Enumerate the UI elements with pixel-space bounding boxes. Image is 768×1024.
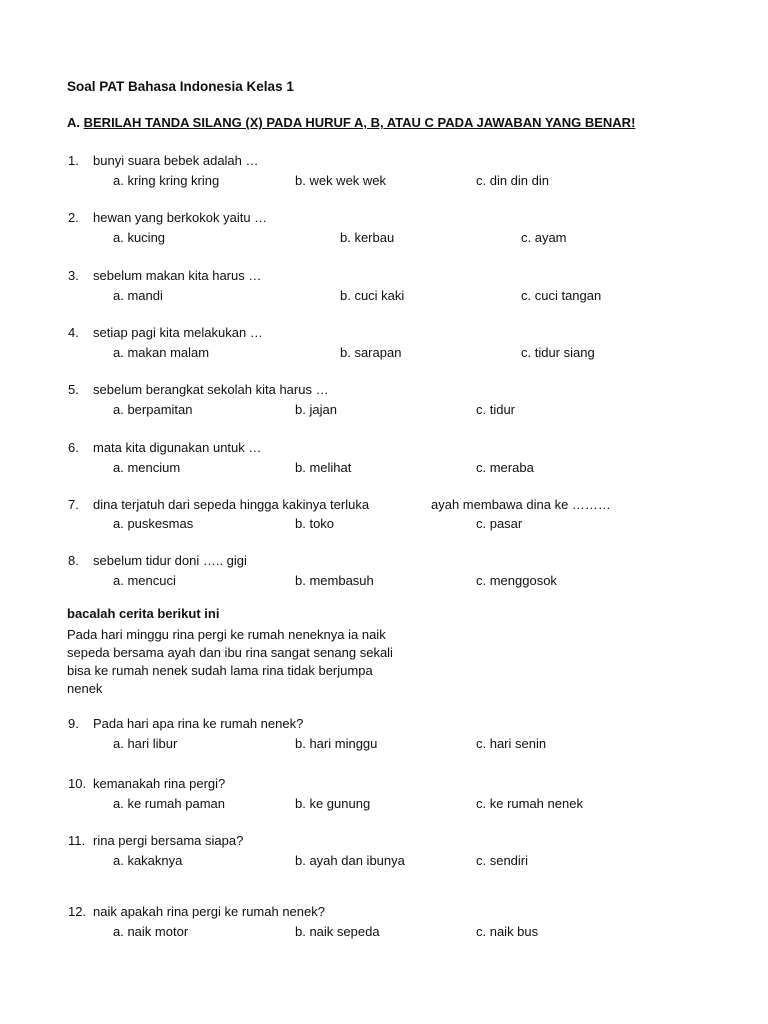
option-a[interactable]: a. hari libur (113, 736, 178, 751)
option-a[interactable]: a. mencium (113, 460, 181, 475)
question-text: sebelum tidur doni ….. gigi (93, 553, 247, 568)
option-c[interactable]: c. ke rumah nenek (476, 796, 583, 811)
story-line: sepeda bersama ayah dan ibu rina sangat senang sekali (67, 645, 393, 660)
question-number: 1. (68, 153, 79, 168)
question-number: 6. (68, 440, 79, 455)
question-number: 12. (68, 904, 87, 919)
question-text: sebelum makan kita harus … (93, 268, 262, 283)
question-number: 8. (68, 553, 79, 568)
option-b[interactable]: b. kerbau (340, 230, 395, 245)
question-text: sebelum berangkat sekolah kita harus … (93, 382, 329, 397)
question-text: kemanakah rina pergi? (93, 776, 226, 791)
question-text-continued: ayah membawa dina ke ……… (431, 497, 611, 512)
option-b[interactable]: b. toko (295, 516, 335, 531)
option-a[interactable]: a. kakaknya (113, 853, 183, 868)
option-a[interactable]: a. kring kring kring (113, 173, 220, 188)
option-a[interactable]: a. makan malam (113, 345, 210, 360)
option-a[interactable]: a. puskesmas (113, 516, 194, 531)
question-text: Pada hari apa rina ke rumah nenek? (93, 716, 304, 731)
option-c[interactable]: c. tidur (476, 402, 516, 417)
question-text: bunyi suara bebek adalah … (93, 153, 259, 168)
option-b[interactable]: b. melihat (295, 460, 352, 475)
question-number: 9. (68, 716, 79, 731)
option-a[interactable]: a. kucing (113, 230, 166, 245)
option-b[interactable]: b. cuci kaki (340, 288, 405, 303)
question-number: 10. (68, 776, 87, 791)
question-text: dina terjatuh dari sepeda hingga kakinya terluka (93, 497, 370, 512)
story-line: nenek (67, 681, 103, 696)
option-a[interactable]: a. naik motor (113, 924, 189, 939)
option-a[interactable]: a. mandi (113, 288, 163, 303)
story-line: bisa ke rumah nenek sudah lama rina tidak berjumpa (67, 663, 373, 678)
option-b[interactable]: b. wek wek wek (295, 173, 387, 188)
option-c[interactable]: c. tidur siang (521, 345, 595, 360)
document-title: Soal PAT Bahasa Indonesia Kelas 1 (67, 79, 294, 94)
question-number: 7. (68, 497, 79, 512)
option-c[interactable]: c. sendiri (476, 853, 529, 868)
question-number: 11. (68, 833, 86, 848)
instruction (67, 115, 635, 130)
option-c[interactable]: c. naik bus (476, 924, 539, 939)
instruction-letter: A. (67, 115, 80, 130)
question-number: 2. (68, 210, 79, 225)
question-text: setiap pagi kita melakukan … (93, 325, 263, 340)
question-text: hewan yang berkokok yaitu … (93, 210, 268, 225)
option-b[interactable]: b. ayah dan ibunya (295, 853, 405, 868)
option-a[interactable]: a. ke rumah paman (113, 796, 226, 811)
question-text: naik apakah rina pergi ke rumah nenek? (93, 904, 325, 919)
story-heading: bacalah cerita berikut ini (67, 606, 220, 621)
option-c[interactable]: c. cuci tangan (521, 288, 602, 303)
story-line: Pada hari minggu rina pergi ke rumah neneknya ia naik (67, 627, 386, 642)
option-b[interactable]: b. hari minggu (295, 736, 378, 751)
question-number: 3. (68, 268, 79, 283)
question-text: rina pergi bersama siapa? (93, 833, 244, 848)
option-c[interactable]: c. pasar (476, 516, 523, 531)
option-c[interactable]: c. meraba (476, 460, 534, 475)
option-c[interactable]: c. hari senin (476, 736, 547, 751)
option-b[interactable]: b. naik sepeda (295, 924, 380, 939)
question-number: 4. (68, 325, 79, 340)
option-b[interactable]: b. membasuh (295, 573, 374, 588)
option-c[interactable]: c. ayam (521, 230, 567, 245)
instruction-text: BERILAH TANDA SILANG (X) PADA HURUF A, B, ATAU C PADA JAWABAN YANG BENAR! (83, 115, 636, 130)
story-text (67, 626, 427, 698)
question-number: 5. (68, 382, 79, 397)
question-text: mata kita digunakan untuk … (93, 440, 262, 455)
option-b[interactable]: b. ke gunung (295, 796, 371, 811)
option-a[interactable]: a. berpamitan (113, 402, 193, 417)
option-b[interactable]: b. jajan (295, 402, 337, 417)
option-c[interactable]: c. menggosok (476, 573, 557, 588)
option-b[interactable]: b. sarapan (340, 345, 402, 360)
option-c[interactable]: c. din din din (476, 173, 549, 188)
option-a[interactable]: a. mencuci (113, 573, 176, 588)
